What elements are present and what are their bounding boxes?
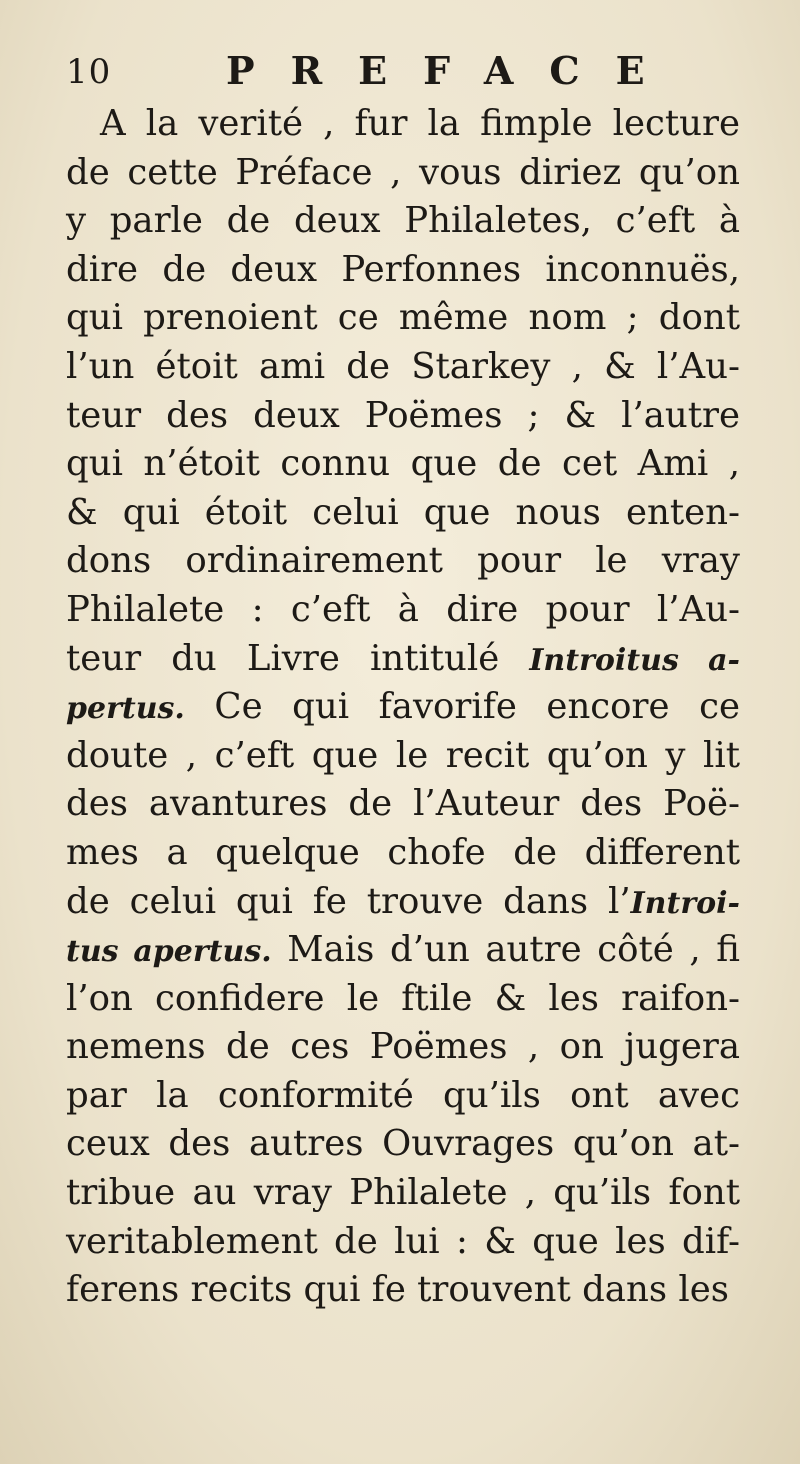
line-text: Philalete : c’eft à dire pour l’Au-: [66, 588, 740, 630]
line-text: l’un étoit ami de Starkey , & l’Au-: [66, 345, 740, 387]
line-text: qui prenoient ce même nom ; dont: [66, 297, 740, 339]
text-line: [66, 1169, 740, 1218]
line-text: tribue au vray Philalete , qu’ils font: [66, 1172, 740, 1214]
text-line: [66, 197, 740, 246]
line-text: nemens de ces Poëmes , on jugera: [66, 1026, 740, 1068]
text-line: [66, 392, 740, 441]
italic-title-text: Introi-: [630, 885, 740, 921]
line-text: y parle de deux Philaletes, c’eft à: [66, 200, 740, 242]
line-text: Mais d’un autre côté , fi: [271, 929, 740, 971]
text-line: [66, 489, 740, 538]
text-line: [66, 635, 740, 684]
text-line: [66, 343, 740, 392]
line-text: teur des deux Poëmes ; & l’autre: [66, 394, 740, 436]
italic-title-text: pertus.: [66, 691, 185, 727]
text-line: [66, 294, 740, 343]
text-line: [66, 440, 740, 489]
text-line: [66, 1023, 740, 1072]
line-text: dons ordinairement pour le vray: [66, 540, 740, 582]
text-line: [66, 732, 740, 781]
line-text: de cette Préface , vous diriez qu’on: [66, 151, 740, 193]
text-line: [66, 829, 740, 878]
line-text: qui n’étoit connu que de cet Ami ,: [66, 443, 740, 485]
line-text: de celui qui fe trouve dans l’: [66, 880, 631, 922]
line-text: & qui étoit celui que nous enten-: [66, 491, 740, 533]
line-text: ceux des autres Ouvrages qu’on at-: [66, 1123, 740, 1165]
line-text: l’on confidere le ftile & les raifon-: [66, 977, 740, 1019]
text-line: [66, 1218, 740, 1267]
line-text: veritablement de lui : & que les dif-: [66, 1220, 740, 1262]
text-line: [66, 1072, 740, 1121]
page-number: 10: [66, 52, 112, 92]
text-line: [66, 246, 740, 295]
line-text: A la verité , fur la fimple lecture: [100, 103, 740, 144]
line-text: ferens recits qui fe trouvent dans les: [66, 1269, 729, 1311]
line-text: Ce qui favorife encore ce: [184, 686, 740, 728]
text-line: [66, 780, 740, 829]
line-text: mes a quelque chofe de different: [66, 831, 740, 873]
italic-title-text: tus apertus.: [66, 934, 272, 970]
text-line: [66, 1120, 740, 1169]
line-text: teur du Livre intitulé: [66, 637, 530, 679]
text-line: [66, 149, 740, 198]
text-line: [66, 586, 740, 635]
page-header: [66, 48, 726, 98]
body-text: [66, 100, 740, 1315]
line-text: doute , c’eft que le recit qu’on y lit: [66, 734, 740, 776]
text-line: [66, 537, 740, 586]
line-text: dire de deux Perfonnes inconnuës,: [66, 248, 740, 290]
text-line: [66, 926, 740, 975]
line-text: par la conformité qu’ils ont avec: [66, 1074, 740, 1116]
text-line: [66, 878, 740, 927]
text-line: [66, 683, 740, 732]
text-line: [66, 975, 740, 1024]
italic-title-text: Introitus a-: [529, 642, 740, 678]
line-text: des avantures de l’Auteur des Poë-: [66, 783, 740, 825]
text-line: [66, 1266, 740, 1315]
text-line: [66, 100, 740, 149]
running-head: PREFACE: [226, 48, 681, 93]
